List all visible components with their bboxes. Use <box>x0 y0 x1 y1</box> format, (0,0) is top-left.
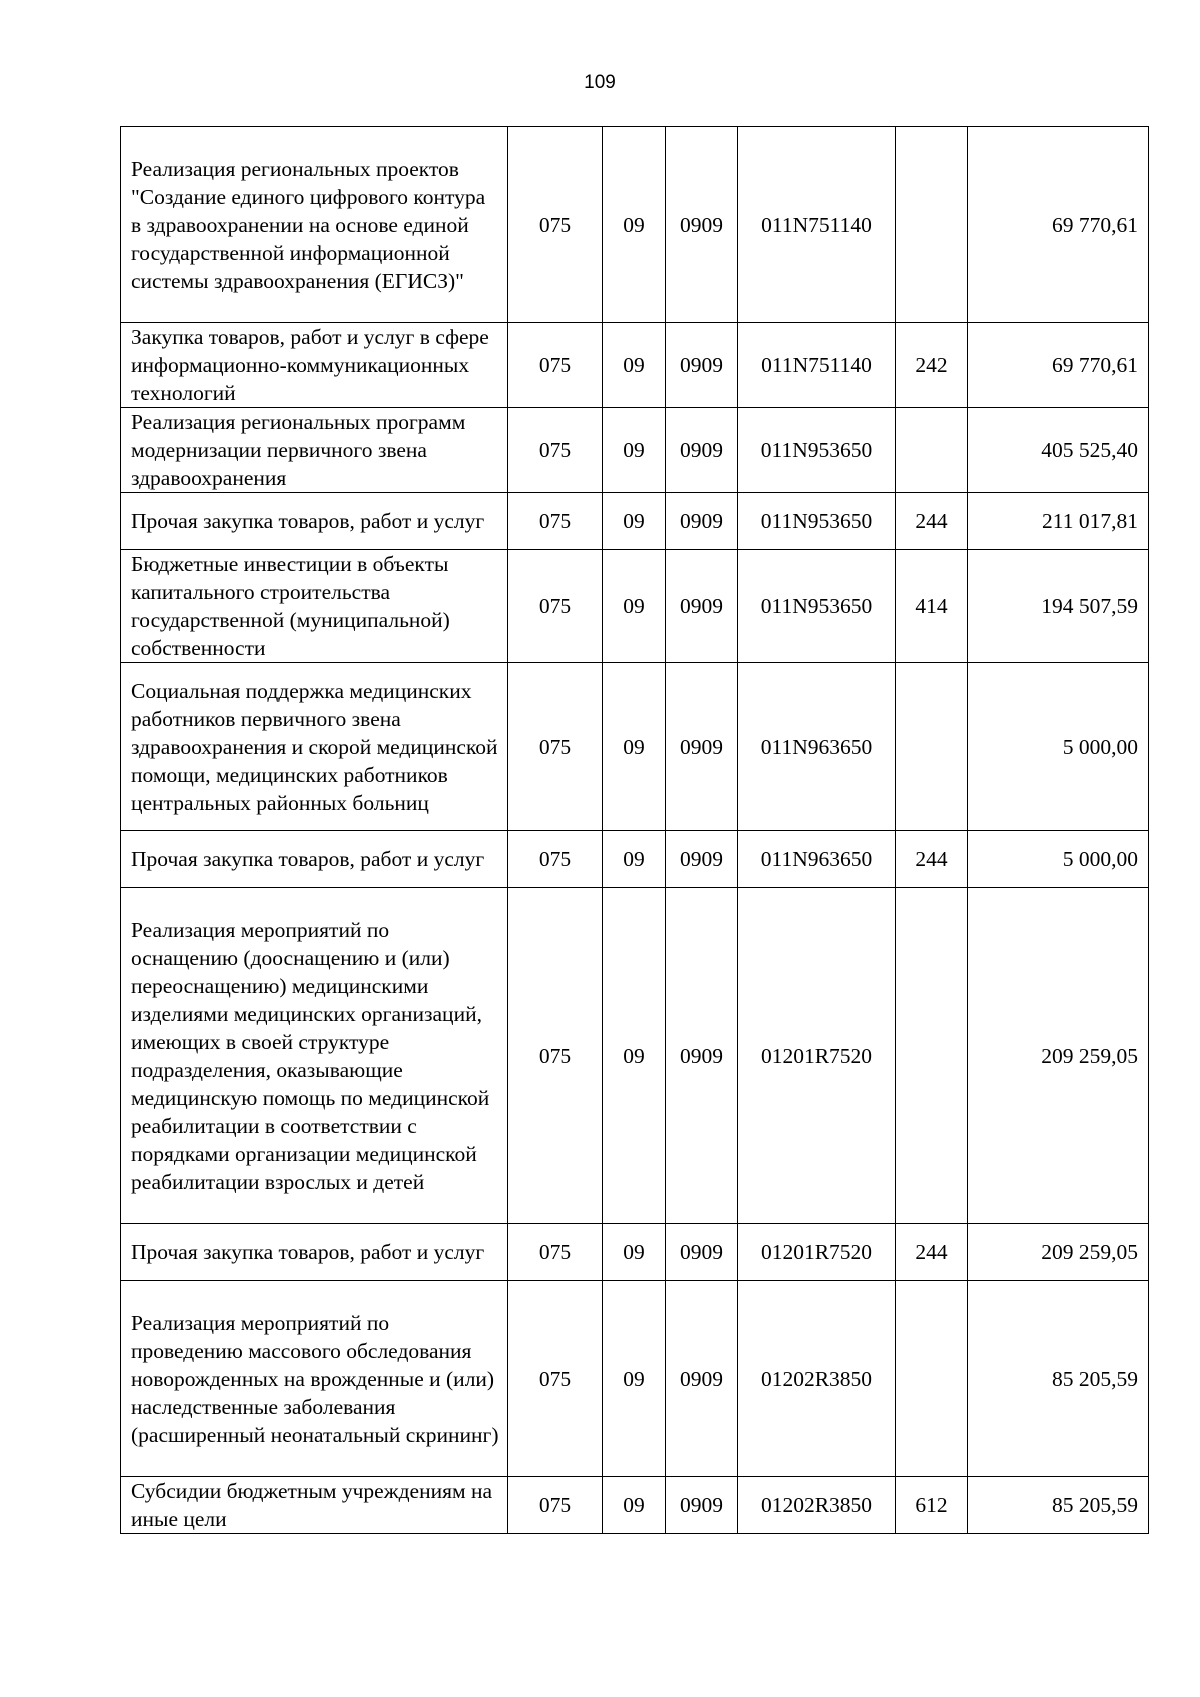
amount: 405 525,40 <box>968 408 1149 493</box>
amount: 209 259,05 <box>968 888 1149 1224</box>
expense-type: 244 <box>896 831 968 888</box>
amount: 5 000,00 <box>968 663 1149 831</box>
table-row <box>121 1281 1149 1477</box>
admin-code: 075 <box>508 408 603 493</box>
subsection-code: 0909 <box>666 550 738 663</box>
target-article: 011N953650 <box>738 493 896 550</box>
table-row <box>121 888 1149 1224</box>
expense-type: 414 <box>896 550 968 663</box>
section-code: 09 <box>603 550 666 663</box>
subsection-code: 0909 <box>666 323 738 408</box>
amount: 85 205,59 <box>968 1477 1149 1534</box>
section-code: 09 <box>603 831 666 888</box>
section-code: 09 <box>603 1224 666 1281</box>
subsection-code: 0909 <box>666 127 738 323</box>
expense-type <box>896 663 968 831</box>
admin-code: 075 <box>508 323 603 408</box>
table-row <box>121 1224 1149 1281</box>
subsection-code: 0909 <box>666 831 738 888</box>
row-name: Прочая закупка товаров, работ и услуг <box>121 493 508 550</box>
admin-code: 075 <box>508 493 603 550</box>
subsection-code: 0909 <box>666 493 738 550</box>
subsection-code: 0909 <box>666 1224 738 1281</box>
amount: 209 259,05 <box>968 1224 1149 1281</box>
table-row <box>121 408 1149 493</box>
row-name: Реализация мероприятий по проведению массового обследования новорожденных на врожденные и (или) наследственные заболевания (расширенный неонатальный скрининг) <box>121 1281 508 1477</box>
expense-type <box>896 1281 968 1477</box>
row-name: Бюджетные инвестиции в объекты капитального строительства государственной (муниципальной) собственности <box>121 550 508 663</box>
section-code: 09 <box>603 408 666 493</box>
admin-code: 075 <box>508 888 603 1224</box>
expense-type <box>896 888 968 1224</box>
target-article: 011N953650 <box>738 408 896 493</box>
target-article: 011N751140 <box>738 127 896 323</box>
admin-code: 075 <box>508 1224 603 1281</box>
table-row <box>121 663 1149 831</box>
table-row <box>121 1477 1149 1534</box>
section-code: 09 <box>603 493 666 550</box>
row-name: Прочая закупка товаров, работ и услуг <box>121 831 508 888</box>
section-code: 09 <box>603 1477 666 1534</box>
target-article: 01202R3850 <box>738 1477 896 1534</box>
expense-type: 244 <box>896 1224 968 1281</box>
admin-code: 075 <box>508 1477 603 1534</box>
amount: 69 770,61 <box>968 323 1149 408</box>
budget-table <box>120 126 1149 1534</box>
admin-code: 075 <box>508 1281 603 1477</box>
subsection-code: 0909 <box>666 408 738 493</box>
row-name: Реализация региональных проектов "Создание единого цифрового контура в здравоохранении на основе единой государственной информационной системы здравоохранения (ЕГИСЗ)" <box>121 127 508 323</box>
expense-type: 244 <box>896 493 968 550</box>
expense-type <box>896 408 968 493</box>
section-code: 09 <box>603 127 666 323</box>
row-name: Закупка товаров, работ и услуг в сфере информационно-коммуникационных технологий <box>121 323 508 408</box>
section-code: 09 <box>603 888 666 1224</box>
page-number: 109 <box>584 72 616 93</box>
target-article: 01201R7520 <box>738 888 896 1224</box>
expense-type <box>896 127 968 323</box>
expense-type: 612 <box>896 1477 968 1534</box>
admin-code: 075 <box>508 831 603 888</box>
amount: 69 770,61 <box>968 127 1149 323</box>
target-article: 011N963650 <box>738 831 896 888</box>
target-article: 01201R7520 <box>738 1224 896 1281</box>
admin-code: 075 <box>508 550 603 663</box>
table-row <box>121 550 1149 663</box>
subsection-code: 0909 <box>666 663 738 831</box>
section-code: 09 <box>603 323 666 408</box>
row-name: Реализация мероприятий по оснащению (дооснащению и (или) переоснащению) медицинскими изделиями медицинских организаций, имеющих в своей структуре подразделения, оказывающие медицинскую помощь по медицинской реабилитации в соответствии с порядками организации медицинской реабилитации взрослых и детей <box>121 888 508 1224</box>
section-code: 09 <box>603 663 666 831</box>
table-row <box>121 493 1149 550</box>
table-row <box>121 323 1149 408</box>
admin-code: 075 <box>508 663 603 831</box>
row-name: Социальная поддержка медицинских работников первичного звена здравоохранения и скорой медицинской помощи, медицинских работников центральных районных больниц <box>121 663 508 831</box>
target-article: 011N751140 <box>738 323 896 408</box>
row-name: Реализация региональных программ модернизации первичного звена здравоохранения <box>121 408 508 493</box>
row-name: Субсидии бюджетным учреждениям на иные цели <box>121 1477 508 1534</box>
table-row <box>121 127 1149 323</box>
target-article: 011N953650 <box>738 550 896 663</box>
row-name: Прочая закупка товаров, работ и услуг <box>121 1224 508 1281</box>
target-article: 011N963650 <box>738 663 896 831</box>
subsection-code: 0909 <box>666 888 738 1224</box>
amount: 85 205,59 <box>968 1281 1149 1477</box>
amount: 194 507,59 <box>968 550 1149 663</box>
amount: 5 000,00 <box>968 831 1149 888</box>
section-code: 09 <box>603 1281 666 1477</box>
target-article: 01202R3850 <box>738 1281 896 1477</box>
expense-type: 242 <box>896 323 968 408</box>
subsection-code: 0909 <box>666 1281 738 1477</box>
admin-code: 075 <box>508 127 603 323</box>
amount: 211 017,81 <box>968 493 1149 550</box>
subsection-code: 0909 <box>666 1477 738 1534</box>
table-row <box>121 831 1149 888</box>
